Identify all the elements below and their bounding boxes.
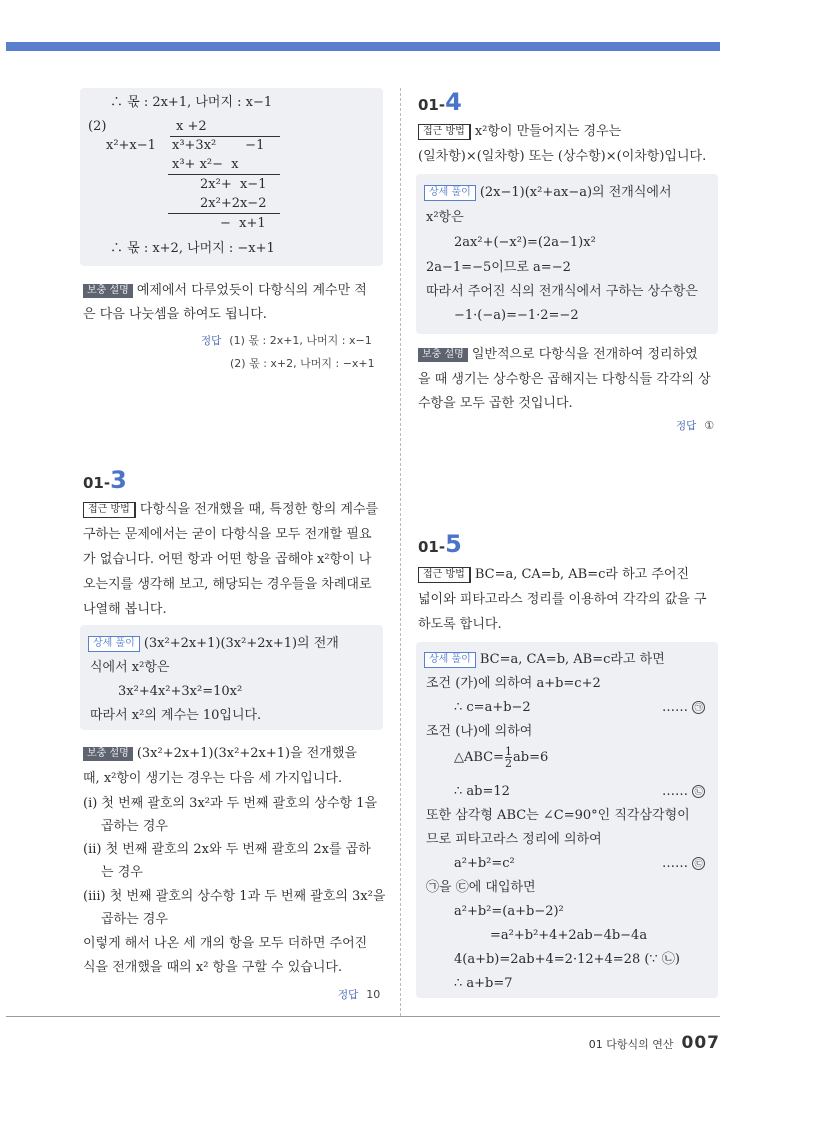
- extra-01-3-line-7: (iii) 첫 번째 괄호의 상수항 1과 두 번째 괄호의 3x²을: [83, 889, 386, 904]
- approach-01-4-line-2: (일차항)×(일차항) 또는 (상수항)×(이차항)입니다.: [418, 149, 707, 164]
- quotient-remainder-2: ∴ 몫 : x+2, 나머지 : −x+1: [110, 241, 275, 256]
- approach-01-3-line-5: 나열해 봅니다.: [83, 602, 167, 617]
- extra-01-3-line-10: 식을 전개했을 때의 x² 항을 구할 수 있습니다.: [83, 960, 343, 975]
- extra-01-3-line-6: 는 경우: [101, 865, 143, 880]
- problem-heading-01-3: 01-3: [83, 466, 127, 494]
- detail-01-5-line-13: 4(a+b)=2ab+4=2·12+4=28 (∵ ㉡): [454, 952, 680, 967]
- approach-01-5-line-2: 넓이와 피타고라스 정리를 이용하여 각각의 값을 구: [418, 592, 707, 607]
- solution-box-01-2: [80, 88, 383, 266]
- detail-01-5-line-12: =a²+b²+4+2ab−4b−4a: [490, 928, 648, 943]
- detail-01-3-line-2: 식에서 x²항은: [90, 660, 170, 675]
- approach-01-3-line-4: 오는지를 생각해 보고, 해당되는 경우들을 차례대로: [83, 577, 372, 592]
- detail-01-5-line-6: ∴ ab=12: [454, 784, 510, 799]
- extra-01-4-line-1: 보충 설명 일반적으로 다항식을 전개하여 정리하였: [418, 346, 698, 363]
- division-divisor: x²+x−1: [106, 138, 156, 153]
- detail-01-4-line-2: x²항은: [426, 210, 464, 225]
- extra-01-3-line-4: 곱하는 경우: [101, 819, 168, 834]
- part-label-2: (2): [88, 119, 107, 134]
- detail-01-4-line-1: 상세 풀이 (2x−1)(x²+ax−a)의 전개식에서: [424, 184, 672, 201]
- approach-tag: 접근 방법: [83, 502, 136, 518]
- division-rule-1: [168, 174, 280, 175]
- extra-01-3-line-8: 곱하는 경우: [101, 912, 168, 927]
- extra-01-4-line-2: 을 때 생기는 상수항은 곱해지는 다항식들 각각의 상: [418, 372, 711, 387]
- detail-01-5-line-4: 조건 (나)에 의하여: [426, 724, 533, 739]
- detail-01-4-line-3: 2ax²+(−x²)=(2a−1)x²: [454, 235, 596, 250]
- quotient-remainder-1: ∴ 몫 : 2x+1, 나머지 : x−1: [110, 95, 273, 110]
- extra-01-3-line-3: (i) 첫 번째 괄호의 3x²과 두 번째 괄호의 상수항 1을: [83, 796, 378, 811]
- detail-01-5-line-11: a²+b²=(a+b−2)²: [454, 904, 564, 919]
- detail-tag: 상세 풀이: [88, 636, 140, 652]
- extra-01-3-line-1: 보충 설명 (3x²+2x+1)(3x²+2x+1)을 전개했을: [83, 745, 357, 762]
- page-footer: [589, 1033, 720, 1053]
- detail-01-4-line-4: 2a−1=−5이므로 a=−2: [426, 260, 571, 275]
- extra-01-3-line-2: 때, x²항이 생기는 경우는 다음 세 가지입니다.: [83, 771, 343, 786]
- footer-chapter: 01 다항식의 연산: [588, 1038, 674, 1051]
- detail-01-5-line-14: ∴ a+b=7: [454, 976, 513, 991]
- extra-note-1-line-1: 보충 설명 예제에서 다루었듯이 다항식의 계수만 적: [83, 282, 367, 299]
- detail-01-5-line-9: a²+b²=c²: [454, 856, 515, 871]
- detail-box-01-3: [80, 625, 383, 730]
- detail-01-3-line-1: 상세 풀이 (3x²+2x+1)(3x²+2x+1)의 전개: [88, 635, 339, 652]
- detail-01-3-line-4: 따라서 x²의 계수는 10입니다.: [90, 708, 262, 723]
- approach-01-5-line-3: 하도록 합니다.: [418, 617, 502, 632]
- detail-01-3-line-3: 3x²+4x²+3x²=10x²: [118, 684, 243, 699]
- detail-01-5-line-5: △ABC= $\frac{1}{2}$ ab=6: [454, 745, 549, 770]
- division-remainder: − x+1: [220, 216, 266, 231]
- top-color-bar: [6, 42, 720, 51]
- detail-01-5-line-2: 조건 (가)에 의하여 a+b=c+2: [426, 676, 601, 691]
- extra-note-1-line-2: 은 다음 나눗셈을 하여도 됩니다.: [83, 307, 267, 322]
- detail-01-4-line-6: −1·(−a)=−1·2=−2: [454, 308, 579, 323]
- column-divider: [400, 88, 401, 1016]
- approach-01-3-line-2: 구하는 문제에서는 굳이 다항식을 모두 전개할 필요: [83, 527, 372, 542]
- answer-01-4: 정답 ①: [676, 419, 715, 432]
- approach-01-4-line-1: 접근 방법 x²항이 만들어지는 경우는: [418, 123, 621, 140]
- problem-heading-01-4: 01-4: [418, 88, 462, 116]
- division-quotient: x +2: [176, 119, 207, 134]
- division-step-3: 2x²+2x−2: [200, 196, 267, 211]
- detail-01-5-line-8: 므로 피타고라스 정리에 의하여: [426, 832, 602, 847]
- dots-marker-2: …… ㉡: [662, 783, 705, 800]
- extra-01-3-line-9: 이렇게 해서 나온 세 개의 항을 모두 더하면 주어진: [83, 936, 368, 951]
- detail-01-5-line-7: 또한 삼각형 ABC는 ∠C=90°인 직각삼각형이: [426, 808, 690, 823]
- page-number: 007: [681, 1033, 720, 1053]
- detail-box-01-4: [416, 174, 718, 334]
- dots-marker-3: …… ㉢: [662, 855, 705, 872]
- division-rule-2: [168, 213, 280, 214]
- answer-01-3: 정답 10: [338, 988, 381, 1001]
- detail-01-5-line-3: ∴ c=a+b−2: [454, 700, 531, 715]
- approach-01-3-line-1: 접근 방법 다항식을 전개했을 때, 특정한 항의 계수를: [83, 501, 378, 518]
- footer-rule: [6, 1016, 720, 1017]
- dots-marker-1: …… ㉠: [662, 699, 705, 716]
- approach-01-3-line-3: 가 없습니다. 어떤 항과 어떤 항을 곱해야 x²항이 나: [83, 552, 372, 567]
- detail-box-01-5: [416, 642, 718, 998]
- extra-note-tag: 보충 설명: [83, 284, 133, 298]
- problem-heading-01-5: 01-5: [418, 530, 462, 558]
- extra-01-3-line-5: (ii) 첫 번째 괄호의 2x와 두 번째 괄호의 2x를 곱하: [83, 842, 371, 857]
- approach-01-5-line-1: 접근 방법 BC=a, CA=b, AB=c라 하고 주어진: [418, 566, 689, 583]
- division-step-1: x³+ x²− x: [172, 157, 239, 172]
- division-dividend: x³+3x² −1: [172, 138, 265, 153]
- extra-01-4-line-3: 수항을 모두 곱한 것입니다.: [418, 396, 573, 411]
- answer-01-2-line-1: 정답 (1) 몫 : 2x+1, 나머지 : x−1: [201, 334, 372, 347]
- detail-01-4-line-5: 따라서 주어진 식의 전개식에서 구하는 상수항은: [426, 284, 698, 299]
- division-step-2: 2x²+ x−1: [200, 177, 267, 192]
- detail-01-5-line-10: ㉠을 ㉢에 대입하면: [426, 880, 536, 895]
- detail-01-5-line-1: 상세 풀이 BC=a, CA=b, AB=c라고 하면: [424, 651, 665, 668]
- answer-01-2-line-2: (2) 몫 : x+2, 나머지 : −x+1: [230, 357, 375, 370]
